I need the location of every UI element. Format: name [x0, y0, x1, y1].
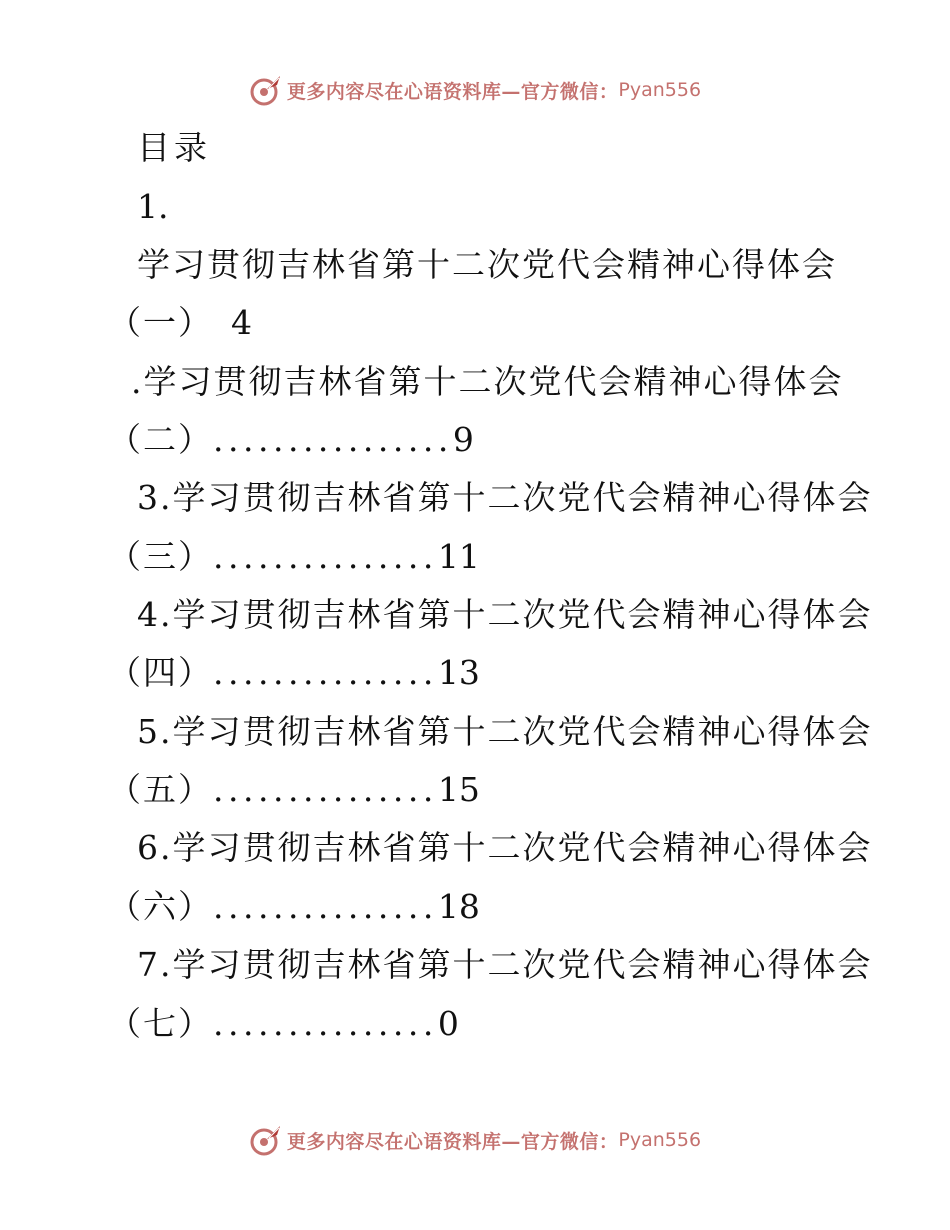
toc-entry-page: 4: [231, 303, 252, 342]
banner-text: 更多内容尽在心语资料库—官方微信：: [286, 80, 619, 103]
banner-text: 更多内容尽在心语资料库—官方微信：: [286, 1130, 619, 1153]
toc-entry-subline: [108, 770, 480, 810]
toc-entry-leader: ...............: [213, 770, 438, 809]
toc-entry-subline: [108, 420, 474, 460]
toc-entry-part: （七）: [108, 1004, 213, 1043]
toc-entry-page: 11: [437, 537, 480, 576]
toc-entry-page: 15: [437, 770, 480, 809]
toc-entry-part: （五）: [108, 770, 213, 809]
toc-entry-page: 13: [437, 653, 480, 692]
toc-heading: 目录: [137, 128, 211, 167]
toc-entry-page: 9: [452, 420, 474, 459]
header-banner: [0, 70, 950, 110]
toc-entry-title: 4.学习贯彻吉林省第十二次党代会精神心得体会: [137, 595, 873, 634]
toc-entry-part: （二）: [108, 420, 213, 459]
quill-pen-circle-icon: [249, 1123, 283, 1157]
toc-entry-leader: ...............: [213, 537, 438, 576]
quill-pen-circle-icon: [249, 73, 283, 107]
toc-entry-part: （六）: [108, 887, 213, 926]
toc-entry-title: 5.学习贯彻吉林省第十二次党代会精神心得体会: [137, 712, 873, 751]
toc-entry-subline: [108, 887, 480, 927]
toc-entry-page: 18: [437, 887, 480, 926]
footer-banner: [0, 1120, 950, 1160]
toc-entry-part: （一）: [108, 303, 213, 342]
toc-entry-leader: ................: [213, 420, 453, 459]
toc-entry-subline: [108, 1004, 459, 1044]
toc-entry-subline: [108, 303, 252, 343]
toc-entry-leader: ...............: [213, 1004, 438, 1043]
toc-entry-part: （四）: [108, 653, 213, 692]
toc-entry-title: 3.学习贯彻吉林省第十二次党代会精神心得体会: [137, 478, 873, 517]
toc-entry-title: .学习贯彻吉林省第十二次党代会精神心得体会: [131, 362, 844, 401]
toc-entry-subline: [108, 653, 480, 693]
banner-wechat-id: Pyan556: [618, 79, 702, 101]
toc-entry-leader: ...............: [213, 887, 438, 926]
toc-entry-part: （三）: [108, 537, 213, 576]
toc-entry-subline: [108, 537, 480, 577]
toc-entry-page: 0: [437, 1004, 459, 1043]
toc-entry-leader: ...............: [213, 653, 438, 692]
toc-first-number: 1.: [137, 187, 169, 226]
toc-entry-title: 7.学习贯彻吉林省第十二次党代会精神心得体会: [137, 945, 873, 984]
banner-wechat-id: Pyan556: [618, 1129, 702, 1151]
toc-entry-title: 6.学习贯彻吉林省第十二次党代会精神心得体会: [137, 828, 873, 867]
toc-entry-title: 学习贯彻吉林省第十二次党代会精神心得体会: [137, 245, 837, 284]
